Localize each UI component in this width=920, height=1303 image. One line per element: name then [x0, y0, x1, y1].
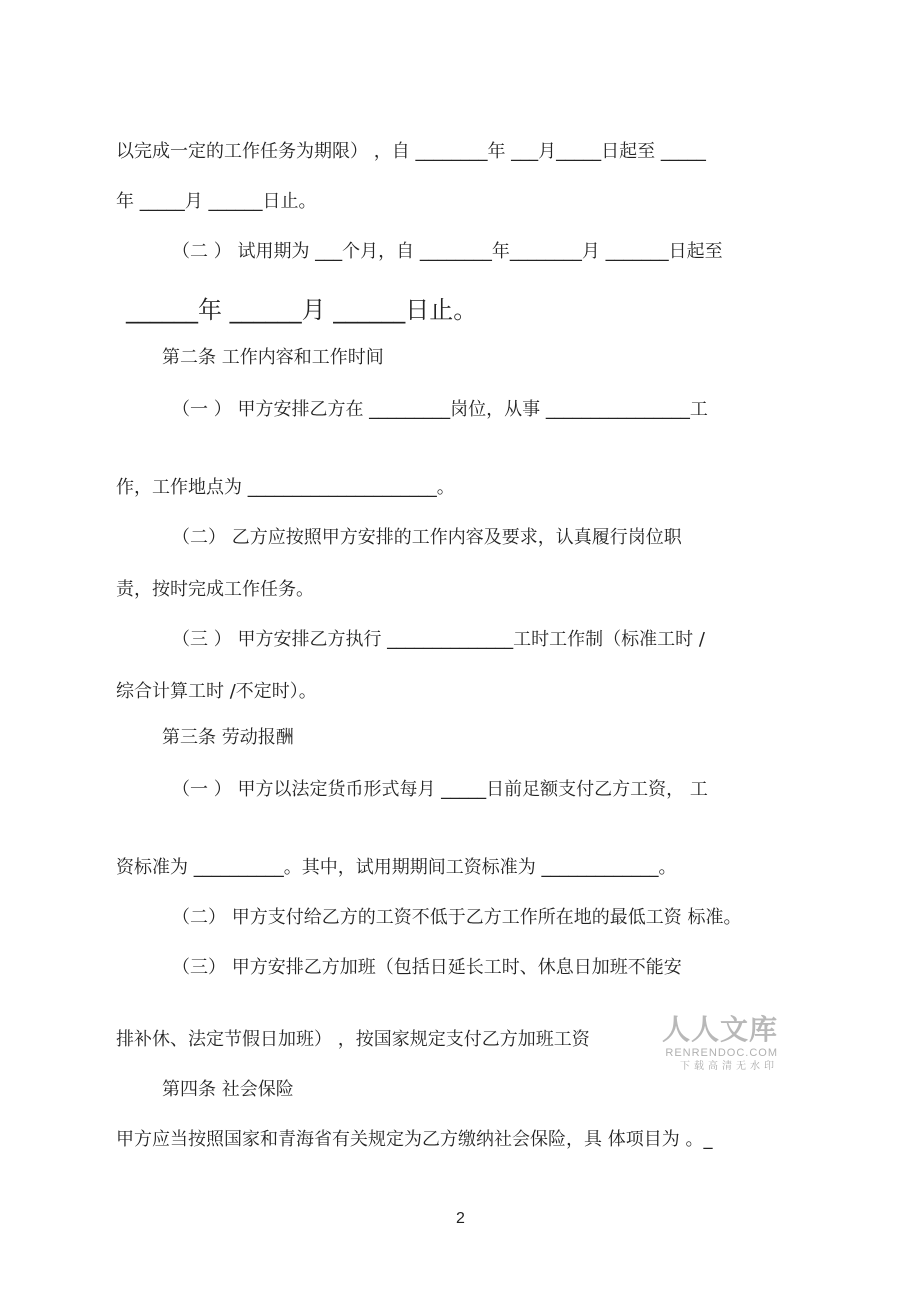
text-line: 甲方应当按照国家和青海省有关规定为乙方缴纳社会保险，具 体项目为 。_	[116, 1129, 713, 1150]
text-line: （一 ） 甲方以法定货币形式每月 _____日前足额支付乙方工资， 工	[172, 779, 708, 800]
text-line: ______年 ______月 ______日止。	[126, 296, 478, 324]
text-line: 责，按时完成工作任务。	[116, 579, 314, 600]
text-line: 年 _____月 ______日止。	[116, 191, 317, 212]
section-heading: 第二条 工作内容和工作时间	[162, 347, 384, 368]
text-line: （一 ） 甲方安排乙方在 _________岗位，从事 ________________工	[172, 399, 708, 420]
text-line: （三） 甲方安排乙方加班（包括日延长工时、休息日加班不能安	[172, 957, 682, 978]
text-line: （二） 乙方应按照甲方安排的工作内容及要求，认真履行岗位职	[172, 527, 682, 548]
text-line: 资标准为 __________。其中，试用期期间工资标准为 _____________。	[116, 857, 677, 878]
text-line: 以完成一定的工作任务为期限） ，自 ________年 ___月_____日起至 _____	[116, 141, 706, 162]
text-line: （二 ） 试用期为 ___个月，自 ________年________月 _______日起至	[172, 241, 723, 262]
watermark-title: 人人文库	[661, 1013, 778, 1046]
text-line: 作，工作地点为 _____________________。	[116, 477, 455, 498]
text-line: （二） 甲方支付给乙方的工资不低于乙方工作所在地的最低工资 标准。	[172, 907, 742, 928]
section-heading: 第四条 社会保险	[162, 1079, 294, 1100]
text-line: 综合计算工时 /不定时）。	[116, 681, 317, 702]
text-line: （三 ） 甲方安排乙方执行 ______________工时工作制（标准工时 /	[172, 629, 705, 650]
watermark-site: RENRENDOC.COM	[665, 1047, 778, 1059]
page-number: 2	[456, 1210, 465, 1227]
section-heading: 第三条 劳动报酬	[162, 727, 294, 748]
watermark-slogan: 下载高清无水印	[680, 1061, 778, 1072]
watermark-logo	[648, 1014, 778, 1074]
text-line: 排补休、法定节假日加班） ，按国家规定支付乙方加班工资	[116, 1029, 590, 1050]
